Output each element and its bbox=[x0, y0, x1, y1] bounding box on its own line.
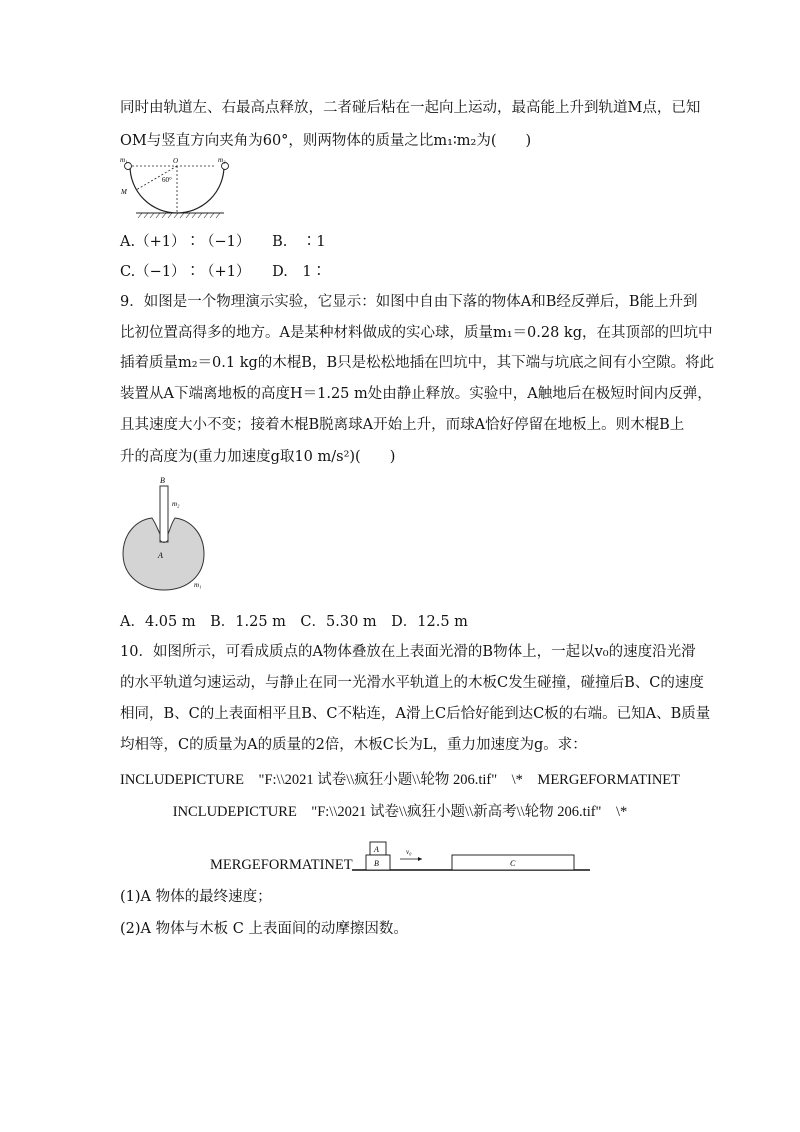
label-m2: m₂ bbox=[172, 500, 180, 508]
q9-text-line-4: 装置从A下端离地板的高度H＝1.25 m处由静止释放。实验中，A触地后在极短时间内反弹， bbox=[120, 386, 712, 402]
q9-text-line-5: 且其速度大小不变；接着木棍B脱离球A开始上升，而球A恰好停留在地板上。则木棍B上 bbox=[120, 417, 685, 433]
q10-text-line-4: 均相等，C的质量为A的质量的2倍，木板C长为L，重力加速度为g。求： bbox=[120, 737, 587, 753]
q8-options-cd: C.（−1）∶（+1） D. 1∶ bbox=[120, 264, 327, 280]
label-b: B bbox=[374, 859, 379, 868]
q9-text-line-6: 升的高度为(重力加速度g取10 m/s²)( ) bbox=[120, 449, 396, 465]
label-m2: m₂ bbox=[218, 156, 226, 164]
label-a: A bbox=[374, 845, 379, 854]
label-v0: v₀ bbox=[406, 848, 412, 856]
label-m1: m₁ bbox=[194, 581, 202, 589]
q9-text-line-1: 9．如图是一个物理演示实验，它显示：如图中自由下落的物体A和B经反弹后，B能上升到 bbox=[120, 294, 698, 310]
label-a: A bbox=[158, 551, 163, 560]
q8-options-ab: A.（+1）∶（−1） B. ∶1 bbox=[120, 234, 326, 250]
label-m1: m₁ bbox=[120, 156, 128, 164]
velocity-arrowhead bbox=[418, 857, 422, 861]
q9-text-line-2: 比初位置高得多的地方。A是某种材料做成的实心球，质量m₁＝0.28 kg，在其顶部的凹坑中 bbox=[120, 325, 713, 341]
label-angle: 60° bbox=[162, 176, 172, 184]
q10-text-line-2: 的水平轨道匀速运动，与静止在同一光滑水平轨道上的木板C发生碰撞，碰撞后B、C的速度 bbox=[120, 675, 704, 691]
stick-b bbox=[160, 486, 168, 542]
label-b: B bbox=[160, 476, 165, 485]
include-picture-field-1: INCLUDEPICTURE "F:\\2021 试卷\\疯狂小题\\轮物 206.tif" \* MERGEFORMATINET bbox=[119, 772, 681, 788]
q10-sub-question-2: (2)A 物体与木板 C 上表面间的动摩擦因数。 bbox=[120, 921, 408, 937]
q10-sub-question-1: (1)A 物体的最终速度； bbox=[120, 889, 272, 905]
q8-text-line-1: 同时由轨道左、右最高点释放，二者碰后粘在一起向上运动，最高能上升到轨道M点，已知 bbox=[120, 100, 701, 116]
q9-text-line-3: 插着质量m₂＝0.1 kg的木棍B，B只是松松地插在凹坑中，其下端与坑底之间有小空隙。将此 bbox=[120, 355, 715, 371]
include-picture-field-2: INCLUDEPICTURE "F:\\2021 试卷\\疯狂小题\\新高考\\轮物 206.tif" \* bbox=[172, 804, 628, 820]
ground-hatch bbox=[138, 213, 220, 218]
q10-text-line-3: 相同，B、C的上表面相平且B、C不粘连，A滑上C后恰好能到达C板的右端。已知A、B质量 bbox=[120, 706, 711, 722]
q10-blocks-figure bbox=[350, 836, 592, 874]
label-c: C bbox=[510, 859, 516, 868]
semicircle-track bbox=[130, 166, 224, 213]
merge-format-field: MERGEFORMATINET bbox=[210, 857, 353, 873]
q9-options: A．4.05 m B．1.25 m C．5.30 m D．12.5 m bbox=[120, 614, 468, 630]
label-o: O bbox=[173, 157, 179, 165]
q8-text-line-2: OM与竖直方向夹角为60°，则两物体的质量之比m₁∶m₂为( ) bbox=[120, 133, 532, 149]
label-m-point: M bbox=[121, 188, 127, 196]
q8-track-figure bbox=[118, 156, 230, 220]
q10-text-line-1: 10．如图所示，可看成质点的A物体叠放在上表面光滑的B物体上，一起以v₀的速度沿光滑 bbox=[120, 644, 696, 660]
q9-ball-stick-figure bbox=[118, 474, 220, 596]
